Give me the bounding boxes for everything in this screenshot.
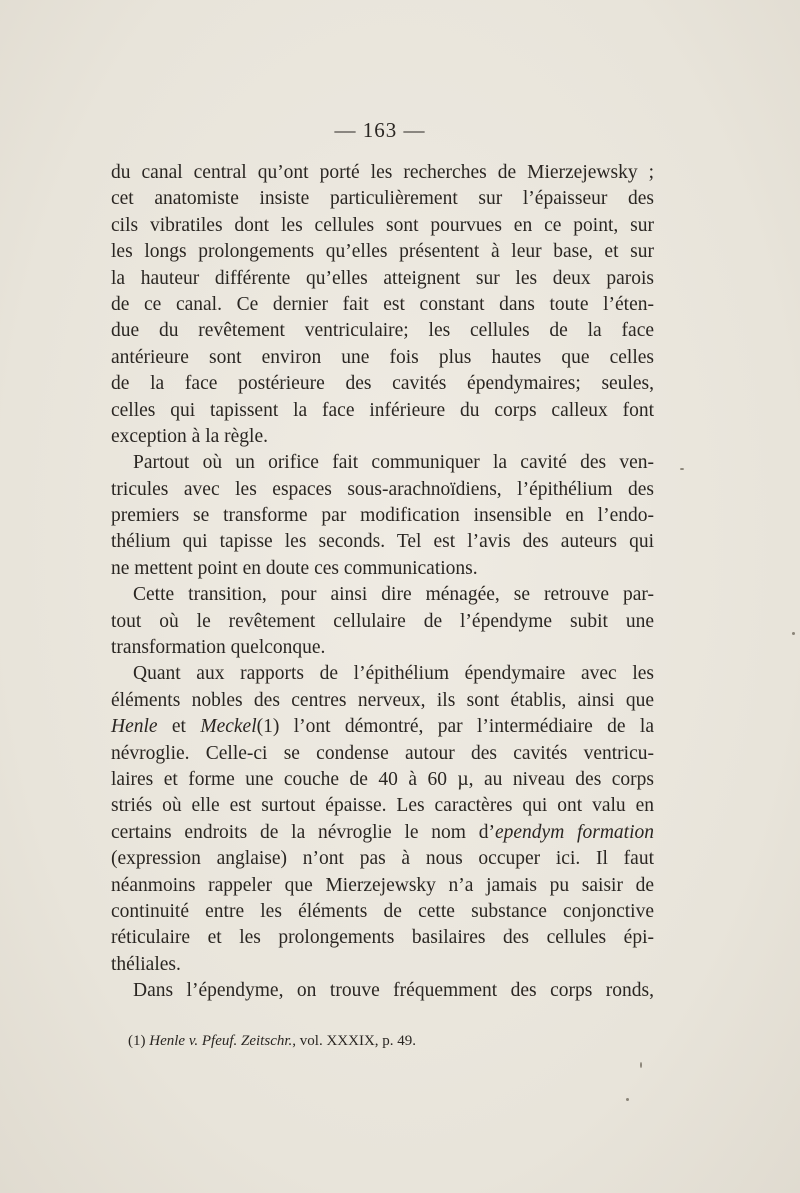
text-line: due du revêtement ventriculaire; les cellules de la face: [111, 320, 654, 342]
paragraph: [111, 450, 654, 582]
text-line: ne mettent point en doute ces communications.: [111, 557, 478, 579]
footnote-reference: , vol. XXXIX, p. 49.: [292, 1033, 417, 1049]
text-line: transformation quelconque.: [111, 637, 326, 659]
footnote: [128, 1033, 416, 1050]
text-line: (expression anglaise) n’ont pas à nous occuper ici. Il faut: [111, 848, 654, 870]
text-line: Quant aux rapports de l’épithélium épendymaire avec les: [133, 663, 654, 685]
text-fragment: et: [157, 716, 201, 738]
text-line: celles qui tapissent la face inférieure du corps calleux font: [111, 399, 654, 421]
text-line: thélium qui tapisse les seconds. Tel est l’avis des auteurs qui: [111, 531, 654, 553]
paragraph: [111, 978, 654, 1004]
footnote-marker: (1): [128, 1033, 146, 1049]
footnote-citation: Henle v. Pfeuf. Zeitschr.: [149, 1033, 293, 1049]
body-text: [111, 160, 654, 1005]
paragraph: [111, 160, 654, 450]
page-number: — 163 —: [334, 118, 426, 142]
text-line: antérieure sont environ une fois plus hautes que celles: [111, 346, 654, 368]
text-line: laires et forme une couche de 40 à 60 µ, au niveau des corps: [111, 768, 654, 790]
text-line: éléments nobles des centres nerveux, ils sont établis, ainsi que: [111, 689, 654, 711]
text-line: [111, 714, 654, 740]
text-line: cils vibratiles dont les cellules sont pourvues en ce point, sur: [111, 214, 654, 236]
text-line: Partout où un orifice fait communiquer la cavité des ven-: [133, 452, 654, 474]
text-line: continuité entre les éléments de cette substance conjonctive: [111, 900, 654, 922]
text-line: striés où elle est surtout épaisse. Les caractères qui ont valu en: [111, 795, 654, 817]
text-line: de ce canal. Ce dernier fait est constant dans toute l’éten-: [111, 293, 654, 315]
text-line: cet anatomiste insiste particulièrement sur l’épaisseur des: [111, 188, 654, 210]
text-line: théliales.: [111, 953, 181, 975]
paper-speck: [680, 468, 684, 470]
text-fragment: (1) l’ont démontré, par l’intermédiaire de la: [256, 716, 654, 738]
text-line: [111, 820, 654, 846]
paragraph: [111, 582, 654, 661]
text-line: Dans l’épendyme, on trouve fréquemment des corps ronds,: [133, 980, 654, 1002]
italic-term: ependym formation: [494, 821, 654, 843]
text-line: exception à la règle.: [111, 425, 268, 447]
text-line: réticulaire et les prolongements basilaires des cellules épi-: [111, 927, 654, 949]
text-line: névroglie. Celle-ci se condense autour des cavités ventricu-: [111, 742, 654, 764]
text-line: les longs prolongements qu’elles présentent à leur base, et sur: [111, 241, 654, 263]
author-name: Henle: [111, 716, 158, 738]
text-line: néanmoins rappeler que Mierzejewsky n’a jamais pu saisir de: [111, 874, 654, 896]
text-fragment: certains endroits de la névroglie le nom d’: [111, 821, 495, 843]
author-name: Meckel: [200, 716, 257, 738]
paper-speck: [626, 1098, 629, 1101]
paper-speck: [640, 1062, 642, 1068]
text-line: de la face postérieure des cavités épendymaires; seules,: [111, 373, 654, 395]
text-line: tout où le revêtement cellulaire de l’épendyme subit une: [111, 610, 654, 632]
paper-speck: [792, 632, 795, 635]
text-line: la hauteur différente qu’elles atteignent sur les deux parois: [111, 267, 654, 289]
text-line: du canal central qu’ont porté les recherches de Mierzejewsky ;: [111, 162, 654, 183]
paragraph: [111, 661, 654, 978]
text-line: premiers se transforme par modification insensible en l’endo-: [111, 505, 654, 527]
text-line: tricules avec les espaces sous-arachnoïdiens, l’épithélium des: [111, 478, 654, 500]
text-line: Cette transition, pour ainsi dire ménagée, se retrouve par-: [133, 584, 654, 606]
